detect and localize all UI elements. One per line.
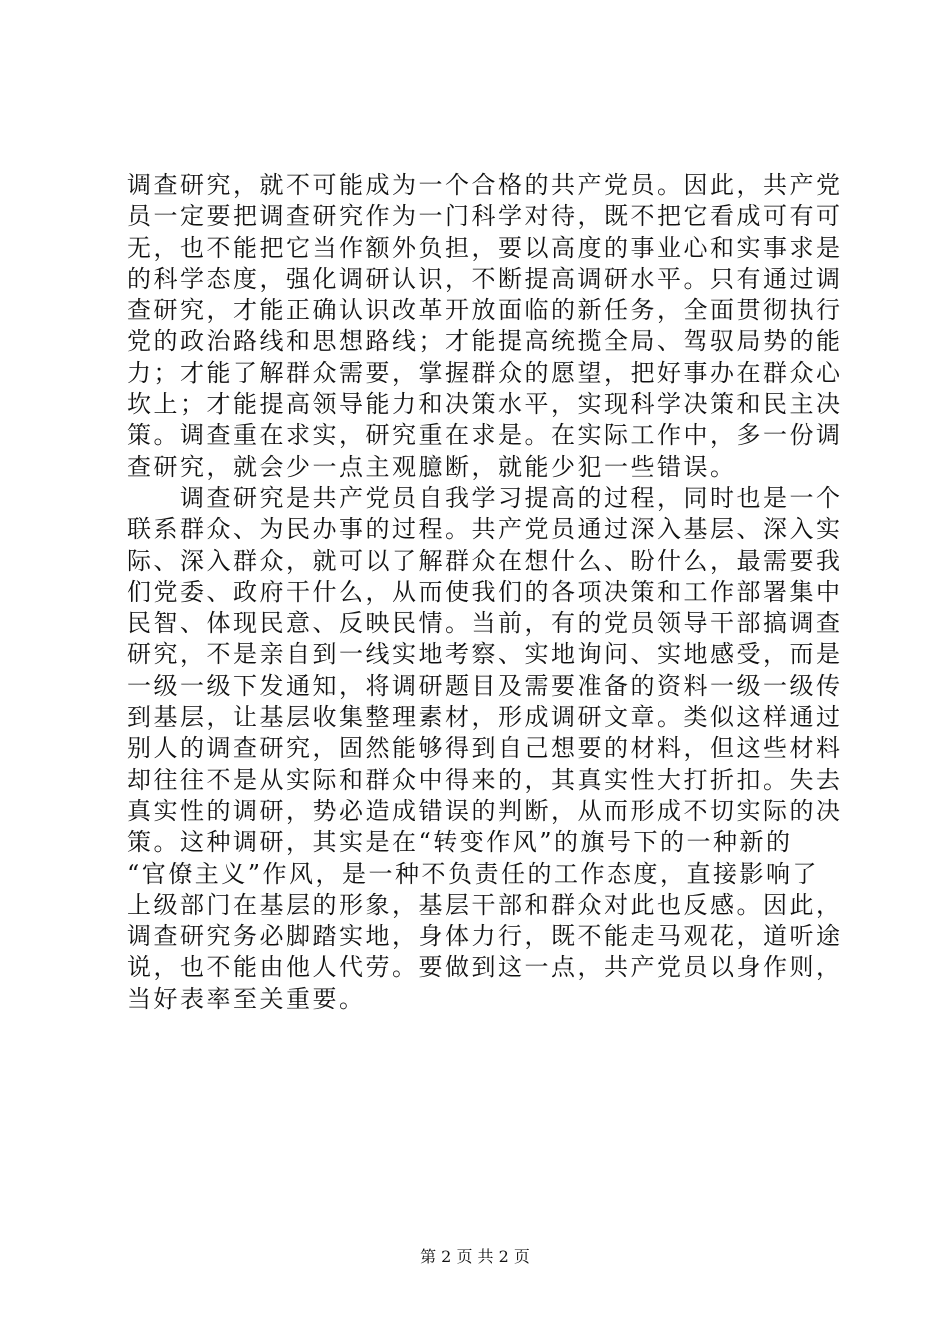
text-line: 际、深入群众，就可以了解群众在想什么、盼什么，最需要我 — [127, 546, 843, 575]
text-line: 当好表率至关重要。 — [127, 984, 366, 1013]
text-line: 党的政治路线和思想路线；才能提高统揽全局、驾驭局势的能 — [127, 327, 843, 356]
text-line: 力；才能了解群众需要，掌握群众的愿望，把好事办在群众心 — [127, 358, 843, 387]
text-line: 真实性的调研，势必造成错误的判断，从而形成不切实际的决 — [127, 796, 843, 825]
text-line: 调查研究是共产党员自我学习提高的过程，同时也是一个 — [127, 483, 843, 512]
text-line: “官僚主义”作风，是一种不负责任的工作态度，直接影响了 — [127, 859, 820, 888]
text-line: 研究，不是亲自到一线实地考察、实地询问、实地感受，而是 — [127, 640, 843, 669]
text-line: 调查研究务必脚踏实地，身体力行，既不能走马观花，道听途 — [127, 922, 843, 951]
text-line: 别人的调查研究，固然能够得到自己想要的材料，但这些材料 — [127, 734, 843, 763]
text-line: 查研究，就会少一点主观臆断，就能少犯一些错误。 — [127, 452, 737, 481]
text-line: 却往往不是从实际和群众中得来的，其真实性大打折扣。失去 — [127, 765, 843, 794]
text-line: 坎上；才能提高领导能力和决策水平，实现科学决策和民主决 — [127, 390, 843, 419]
text-line: 员一定要把调查研究作为一门科学对待，既不把它看成可有可 — [127, 202, 843, 231]
text-line: 上级部门在基层的形象，基层干部和群众对此也反感。因此， — [127, 890, 843, 919]
text-line: 们党委、政府干什么，从而使我们的各项决策和工作部署集中 — [127, 577, 843, 606]
body-text — [127, 170, 843, 1015]
text-line: 查研究，才能正确认识改革开放面临的新任务，全面贯彻执行 — [127, 296, 843, 325]
text-line: 一级一级下发通知，将调研题目及需要准备的资料一级一级传 — [127, 671, 843, 700]
text-line: 调查研究，就不可能成为一个合格的共产党员。因此，共产党 — [127, 171, 843, 199]
text-line: 联系群众、为民办事的过程。共产党员通过深入基层、深入实 — [127, 515, 843, 544]
text-line: 民智、体现民意、反映民情。当前，有的党员领导干部搞调查 — [127, 609, 843, 638]
text-line: 说，也不能由他人代劳。要做到这一点，共产党员以身作则， — [127, 953, 843, 982]
text-line: 的科学态度，强化调研认识，不断提高调研水平。只有通过调 — [127, 264, 843, 293]
text-line: 到基层，让基层收集整理素材，形成调研文章。类似这样通过 — [127, 703, 843, 732]
text-line: 策。调查重在求实，研究重在求是。在实际工作中，多一份调 — [127, 421, 843, 450]
page-number-footer: 第 2 页 共 2 页 — [420, 1247, 530, 1266]
text-line: 策。这种调研，其实是在“转变作风”的旗号下的一种新的 — [127, 828, 793, 857]
text-line: 无，也不能把它当作额外负担，要以高度的事业心和实事求是 — [127, 233, 843, 262]
